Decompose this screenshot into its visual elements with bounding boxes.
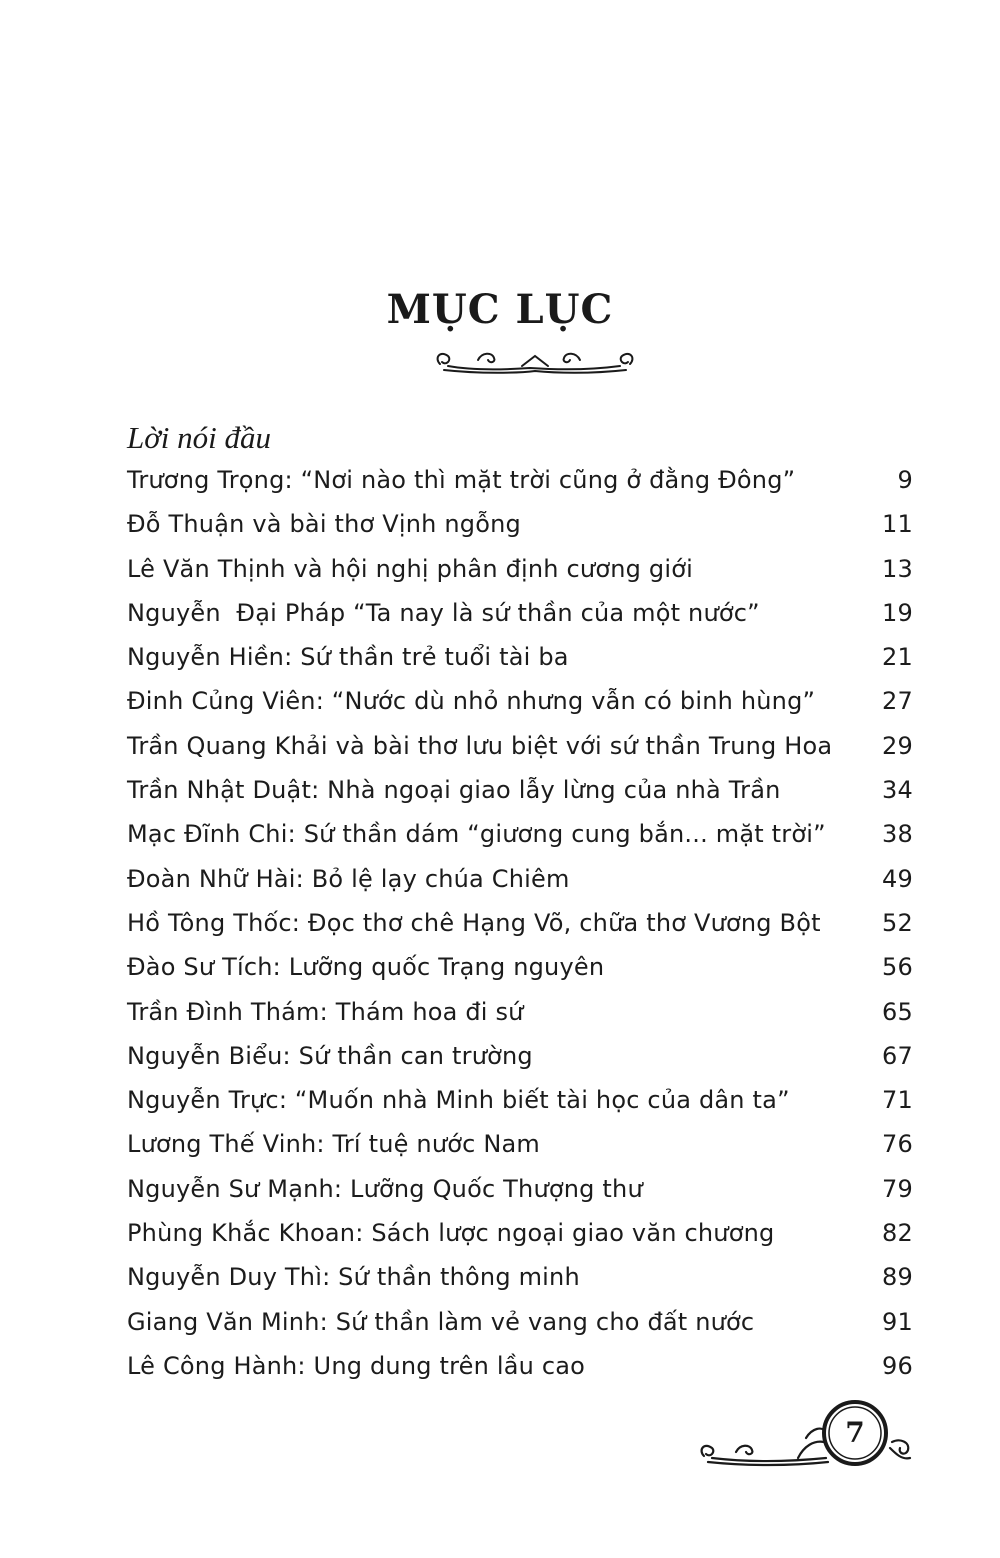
toc-entry: [127, 466, 913, 510]
toc-entry: [127, 1130, 913, 1174]
toc-entry-title: Lê Công Hành: Ung dung trên lầu cao: [127, 1351, 586, 1380]
toc-entry-page: 11: [882, 510, 913, 539]
toc-entry-page: 19: [882, 598, 913, 627]
toc-entry-title: Lê Văn Thịnh và hội nghị phân định cương giới: [127, 554, 693, 583]
toc-entry: [127, 555, 913, 599]
toc-entry: [127, 643, 913, 687]
toc-entry-page: 67: [882, 1041, 913, 1070]
toc-entry-page: 38: [882, 820, 913, 849]
toc-entry-page: 79: [882, 1174, 913, 1203]
page-number: 7: [845, 1416, 865, 1449]
toc-entry-page: 56: [882, 953, 913, 982]
toc-entry: [127, 732, 913, 776]
toc-entry-title: Đỗ Thuận và bài thơ Vịnh ngỗng: [127, 510, 521, 539]
toc-entry-page: 96: [882, 1351, 913, 1380]
toc-entry-page: 91: [882, 1307, 913, 1336]
toc-entry-page: 71: [882, 1086, 913, 1115]
toc-entry-title: Nguyễn Biểu: Sứ thần can trường: [127, 1041, 533, 1070]
toc-entry: [127, 865, 913, 909]
toc-entry-title: Nguyễn Trực: “Muốn nhà Minh biết tài học của dân ta”: [127, 1086, 790, 1115]
toc-entry-page: 65: [882, 997, 913, 1026]
toc-entry: [127, 510, 913, 554]
toc-entry: [127, 909, 913, 953]
toc-entry: [127, 687, 913, 731]
toc-entry: [127, 1352, 913, 1396]
toc-entry-title: Nguyễn Đại Pháp “Ta nay là sứ thần của một nước”: [127, 598, 760, 627]
toc-entry: [127, 1175, 913, 1219]
toc-intro-heading: Lời nói đầu: [127, 420, 272, 455]
toc-entry-page: 76: [882, 1130, 913, 1159]
toc-entry: [127, 953, 913, 997]
toc-entry-page: 9: [897, 466, 913, 494]
toc-entry: [127, 599, 913, 643]
toc-entry: [127, 1042, 913, 1086]
toc-entry: [127, 1086, 913, 1130]
toc-entry-page: 29: [882, 731, 913, 760]
toc-entry-title: Phùng Khắc Khoan: Sách lược ngoại giao văn chương: [127, 1219, 775, 1248]
toc-entry: [127, 1263, 913, 1307]
toc-entry-page: 82: [882, 1219, 913, 1248]
toc-entry-title: Trần Nhật Duật: Nhà ngoại giao lẫy lừng của nhà Trần: [127, 776, 781, 805]
toc-entry-title: Nguyễn Duy Thì: Sứ thần thông minh: [127, 1263, 580, 1292]
table-of-contents: [127, 466, 913, 1396]
toc-entry-title: Trần Đình Thám: Thám hoa đi sứ: [127, 997, 524, 1026]
toc-entry: [127, 1308, 913, 1352]
toc-entry-page: 89: [882, 1263, 913, 1292]
toc-entry-title: Đào Sư Tích: Lưỡng quốc Trạng nguyên: [127, 953, 605, 982]
toc-entry-title: Lương Thế Vinh: Trí tuệ nước Nam: [127, 1130, 540, 1159]
toc-entry-page: 49: [882, 864, 913, 893]
toc-entry-title: Mạc Đĩnh Chi: Sứ thần dám “giương cung bắn... mặt trời”: [127, 820, 826, 849]
toc-entry: [127, 820, 913, 864]
toc-entry-title: Đoàn Nhữ Hài: Bỏ lệ lạy chúa Chiêm: [127, 864, 570, 893]
toc-entry-title: Giang Văn Minh: Sứ thần làm vẻ vang cho đất nước: [127, 1307, 755, 1336]
toc-entry-title: Trương Trọng: “Nơi nào thì mặt trời cũng ở đằng Đông”: [127, 466, 796, 494]
toc-entry-title: Đinh Củng Viên: “Nước dù nhỏ nhưng vẫn có binh hùng”: [127, 687, 816, 716]
toc-entry-page: 21: [882, 643, 913, 672]
toc-entry: [127, 1219, 913, 1263]
toc-entry-page: 13: [882, 554, 913, 583]
toc-entry-page: 34: [882, 776, 913, 805]
toc-entry: [127, 998, 913, 1042]
page-title: MỤC LỤC: [386, 286, 614, 333]
title-flourish-ornament: [430, 340, 640, 380]
toc-entry-title: Nguyễn Sư Mạnh: Lưỡng Quốc Thượng thư: [127, 1174, 643, 1203]
toc-entry-page: 27: [882, 687, 913, 716]
toc-entry-title: Trần Quang Khải và bài thơ lưu biệt với sứ thần Trung Hoa: [127, 731, 833, 760]
toc-entry-title: Nguyễn Hiền: Sứ thần trẻ tuổi tài ba: [127, 643, 569, 672]
toc-entry-page: 52: [882, 908, 913, 937]
toc-entry-title: Hồ Tông Thốc: Đọc thơ chê Hạng Võ, chữa thơ Vương Bột: [127, 908, 821, 937]
toc-entry: [127, 776, 913, 820]
